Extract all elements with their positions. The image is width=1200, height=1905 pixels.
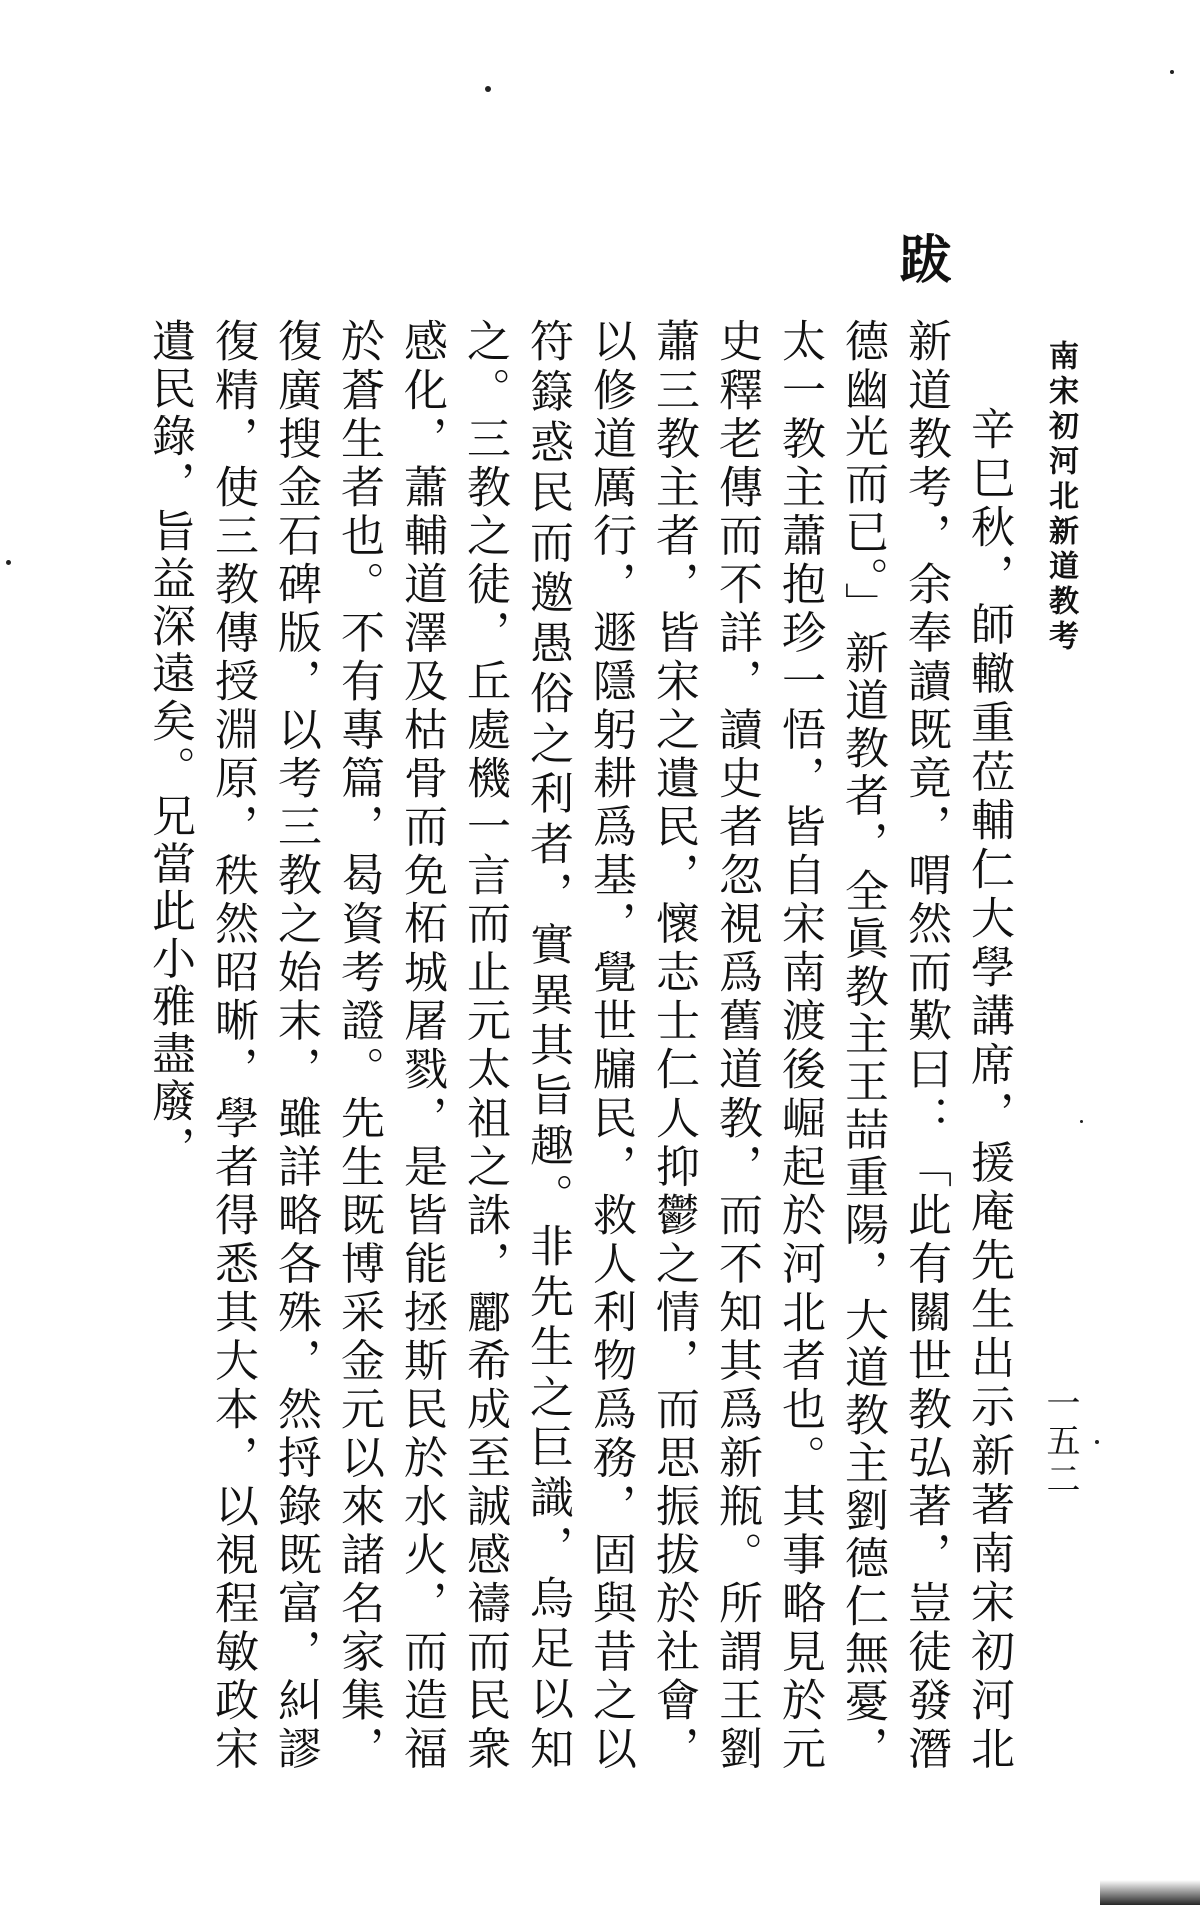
scan-speck xyxy=(1080,1120,1083,1123)
scan-speck xyxy=(6,560,11,565)
page-number: 一五二 xyxy=(1040,1385,1080,1499)
postscript-body xyxy=(138,318,1020,1773)
scan-speck xyxy=(485,86,491,92)
scan-speck xyxy=(1095,1440,1099,1444)
binding-shadow xyxy=(1100,1880,1200,1905)
running-head: 南宋初河北新道教考 xyxy=(1043,340,1078,655)
scan-speck xyxy=(1170,70,1174,74)
body-paragraph: 辛巳秋，師轍重莅輔仁大學講席，援庵先生出示新著南宋初河北新道教考，余奉讀既竟，喟然而歎曰：「此有關世教弘著，豈徒發潛德幽光而已。」新道教者，全眞教主王喆重陽，大道教主劉德仁無憂，太一教主蕭抱珍一悟，皆自宋南渡後崛起於河北者也。其事略見於元史釋老傳而不詳，讀史者忽視爲舊道教，而不知其爲新瓶。所謂王劉蕭三教主者，皆宋之遺民，懷志士仁人抑鬱之情，而思振拔於社會，以修道厲行，遯隱躬耕爲基，覺世牖民，救人利物爲務，固與昔之以符籙惑民而邀愚俗之利者，實異其旨趣。非先生之巨識，烏足以知之。三教之徒，丘處機一言而止元太祖之誅，酈希成至誠感禱而民衆感化，蕭輔道澤及枯骨而免柘城屠戮，是皆能拯斯民於水火，而造福於蒼生者也。不有專篇，曷資考證。先生既博采金元以來諸名家集，復廣搜金石碑版，以考三教之始末，雖詳略各殊，然捋錄既富，糾謬復精，使三教傳授淵原，秩然昭晰，學者得悉其大本，以視程敏政宋遺民錄，旨益深遠矣。兄當此小雅盡廢， xyxy=(144,318,1014,1773)
section-title: 跋 xyxy=(890,232,951,284)
